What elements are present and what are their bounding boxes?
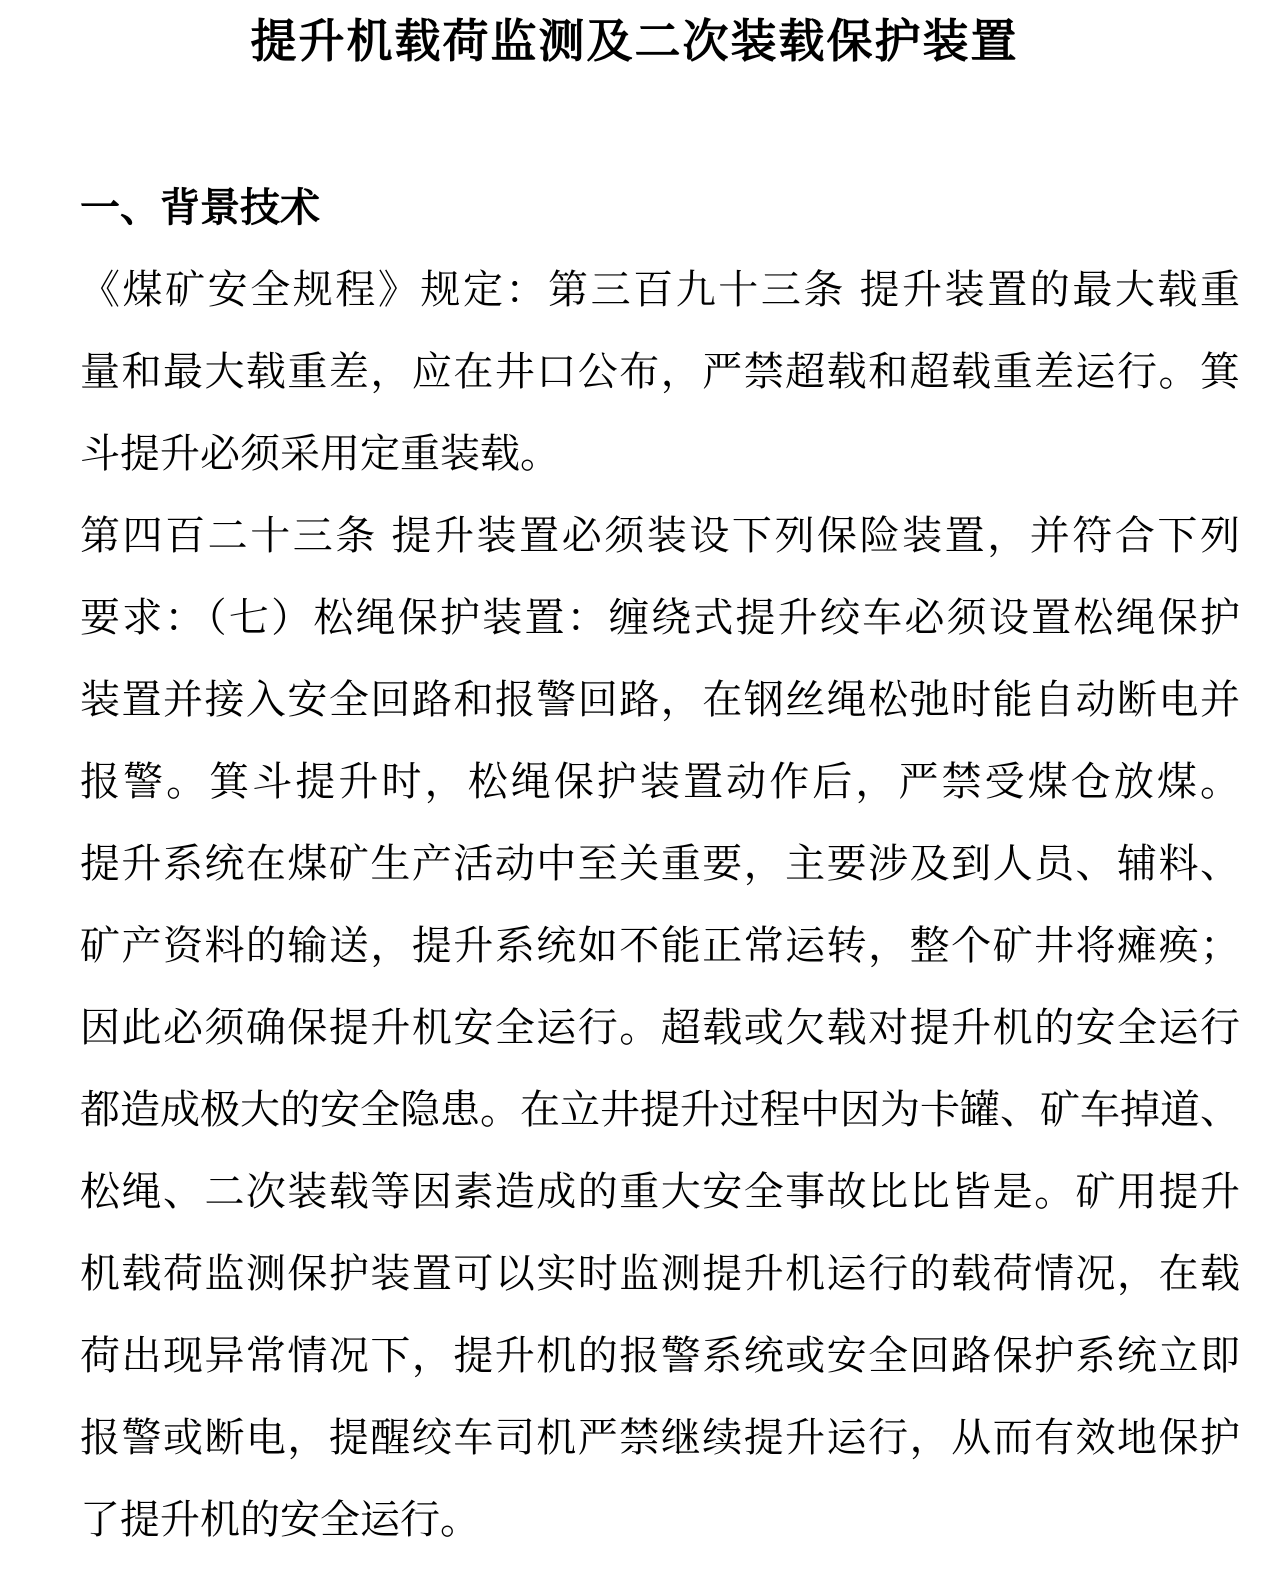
body-text [80, 249, 1240, 1561]
body-line: 了提升机的安全运行。 [80, 1498, 480, 1542]
body-line: 报警。箕斗提升时，松绳保护装置动作后，严禁受煤仓放煤。 [80, 760, 1240, 804]
body-line: 第四百二十三条 提升装置必须装设下列保险装置，并符合下列 [80, 514, 1240, 558]
body-line: 斗提升必须采用定重装载。 [80, 432, 560, 476]
body-line: 报警或断电，提醒绞车司机严禁继续提升运行，从而有效地保护 [80, 1416, 1240, 1460]
body-line: 都造成极大的安全隐患。在立井提升过程中因为卡罐、矿车掉道、 [80, 1088, 1240, 1132]
body-line: 装置并接入安全回路和报警回路，在钢丝绳松弛时能自动断电并 [80, 678, 1240, 722]
body-line: 松绳、二次装载等因素造成的重大安全事故比比皆是。矿用提升 [80, 1170, 1240, 1214]
body-line: 量和最大载重差，应在井口公布，严禁超载和超载重差运行。箕 [80, 350, 1240, 394]
body-line: 荷出现异常情况下，提升机的报警系统或安全回路保护系统立即 [80, 1334, 1240, 1378]
body-line: 《煤矿安全规程》规定：第三百九十三条 提升装置的最大载重 [80, 268, 1240, 312]
body-line: 因此必须确保提升机安全运行。超载或欠载对提升机的安全运行 [80, 1006, 1240, 1050]
body-line: 机载荷监测保护装置可以实时监测提升机运行的载荷情况，在载 [80, 1252, 1240, 1296]
body-line: 提升系统在煤矿生产活动中至关重要，主要涉及到人员、辅料、 [80, 842, 1240, 886]
document-title: 提升机载荷监测及二次装载保护装置 [250, 15, 1019, 67]
section-heading-background-technology: 一、背景技术 [80, 186, 320, 230]
body-line: 要求：（七）松绳保护装置：缠绕式提升绞车必须设置松绳保护 [80, 596, 1240, 640]
body-line: 矿产资料的输送，提升系统如不能正常运转，整个矿井将瘫痪； [80, 924, 1240, 968]
